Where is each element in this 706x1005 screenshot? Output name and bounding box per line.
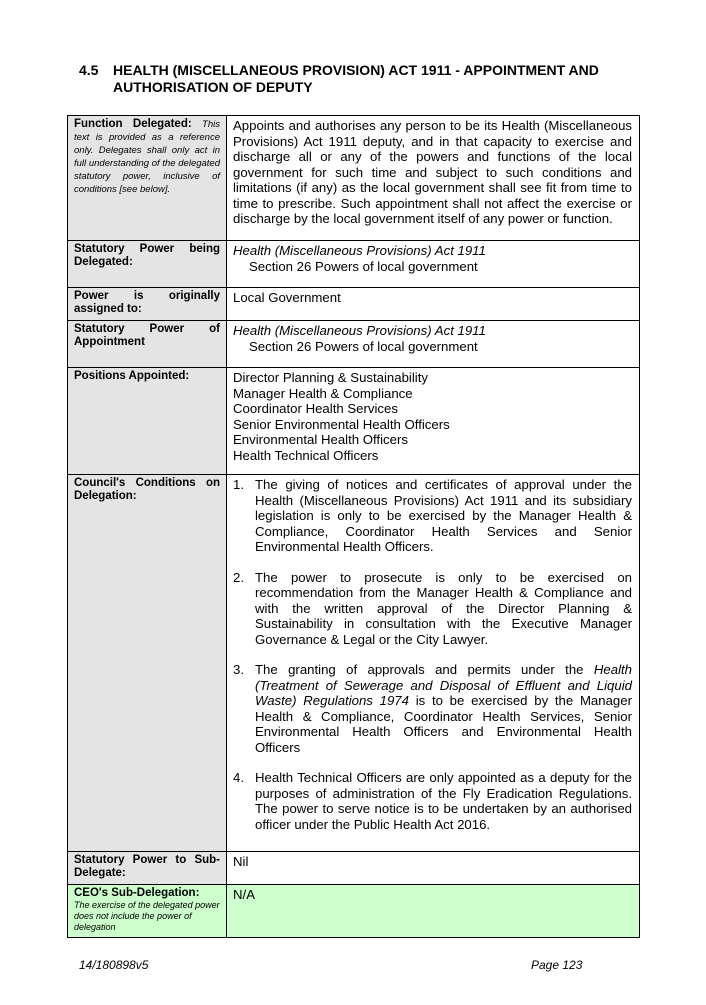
section-title: HEALTH (MISCELLANEOUS PROVISION) ACT 1911 - APPOINTMENT AND AUTHORISATION OF DEPUTY <box>113 62 599 95</box>
conditions-list <box>233 477 632 832</box>
section-heading <box>79 62 659 96</box>
ceo-subdelegation-label-cell <box>68 885 227 938</box>
section-number: 4.5 <box>79 62 99 78</box>
function-delegated-note: This text is provided as a reference only. Delegates shall only act in full understanding of the delegated statutory power, inclusive of conditions [see below]. <box>74 119 220 195</box>
appointment-section: Section 26 Powers of local government <box>249 338 478 354</box>
subdelegate-label: Statutory Power to Sub-Delegate: <box>68 852 227 885</box>
statutory-power-act: Health (Miscellaneous Provisions) Act 1911 <box>233 243 486 258</box>
position-item: Environmental Health Officers <box>233 432 408 447</box>
regulation-title: Health (Treatment of Sewerage and Disposal of Effluent and Liquid Waste) Regulations 1974 <box>255 662 632 708</box>
page-number: Page 123 <box>531 958 583 972</box>
condition-number: 3. <box>233 662 244 677</box>
position-item: Senior Environmental Health Officers <box>233 416 450 432</box>
function-delegated-label: Function Delegated: <box>74 118 192 130</box>
conditions-value <box>227 475 640 852</box>
condition-number: 1. <box>233 477 244 492</box>
position-item: Manager Health & Compliance <box>233 385 413 401</box>
condition-text: The power to prosecute is only to be exercised on recommendation from the Manager Health & Compliance and with the written approval of the Director Planning & Sustainability in consultation with the Executive Manager Governance & Legal or the City Lawyer. <box>255 569 632 647</box>
condition-text: The giving of notices and certificates of approval under the Health (Miscellaneous Provisions) Act 1911 and its subsidiary legislation is only to be exercised by the Manager Health & Compliance, Coordinator Health Services and Senior Environmental Health Officers. <box>255 477 632 554</box>
subdelegate-value: Nil <box>227 852 640 885</box>
table-row <box>68 116 640 241</box>
list-item <box>233 662 632 755</box>
statutory-power-value <box>227 241 640 288</box>
list-item <box>233 477 632 555</box>
statutory-power-section: Section 26 Powers of local government <box>249 258 478 274</box>
table-row <box>68 368 640 475</box>
appointment-value <box>227 321 640 368</box>
position-item: Coordinator Health Services <box>233 401 398 416</box>
table-row <box>68 321 640 368</box>
ceo-subdelegation-value: N/A <box>227 885 640 938</box>
condition-text-pre: The granting of approvals and permits under the <box>255 662 594 677</box>
assigned-value: Local Government <box>227 288 640 321</box>
conditions-label: Council's Conditions on Delegation: <box>68 475 227 852</box>
table-row <box>68 288 640 321</box>
list-item <box>233 570 632 648</box>
delegation-table <box>67 115 640 938</box>
ceo-subdelegation-label: CEO's Sub-Delegation: <box>74 887 200 899</box>
function-delegated-value: Appoints and authorises any person to be its Health (Miscellaneous Provisions) Act 1911 deputy, and in that capacity to exercise and discharge all or any of the powers and functions of the local government for such time and subject to such conditions and limitations (if any) as the local government shall see fit from time to time to prescribe. Such appointment shall not affect the exercise or discharge by the local government itself of any power or function. <box>227 116 640 241</box>
position-item: Health Technical Officers <box>233 447 379 463</box>
position-item: Director Planning & Sustainability <box>233 370 428 385</box>
function-delegated-label-cell <box>68 116 227 241</box>
table-row <box>68 475 640 852</box>
list-item <box>233 770 632 832</box>
appointment-act: Health (Miscellaneous Provisions) Act 1911 <box>233 323 486 338</box>
positions-value <box>227 368 640 475</box>
assigned-label: Power is originally assigned to: <box>68 288 227 321</box>
condition-number: 2. <box>233 569 244 585</box>
appointment-label: Statutory Power of Appointment <box>68 321 227 368</box>
condition-number: 4. <box>233 770 244 785</box>
table-row <box>68 885 640 938</box>
table-row <box>68 241 640 288</box>
statutory-power-label: Statutory Power being Delegated: <box>68 241 227 288</box>
table-row <box>68 852 640 885</box>
condition-text-post: is to be exercised by the Manager Health & Compliance, Coordinator Health Services, Senior Environmental Health Officers and Environmental Health Officers <box>255 693 632 755</box>
condition-text: Health Technical Officers are only appointed as a deputy for the purposes of administration of the Fly Eradication Regulations. The power to serve notice is to be undertaken by an authorised officer under the Public Health Act 2016. <box>255 770 632 832</box>
document-reference: 14/180898v5 <box>79 958 149 972</box>
positions-label: Positions Appointed: <box>68 368 227 475</box>
ceo-subdelegation-note: The exercise of the delegated power does not include the power of delegation <box>74 900 220 932</box>
